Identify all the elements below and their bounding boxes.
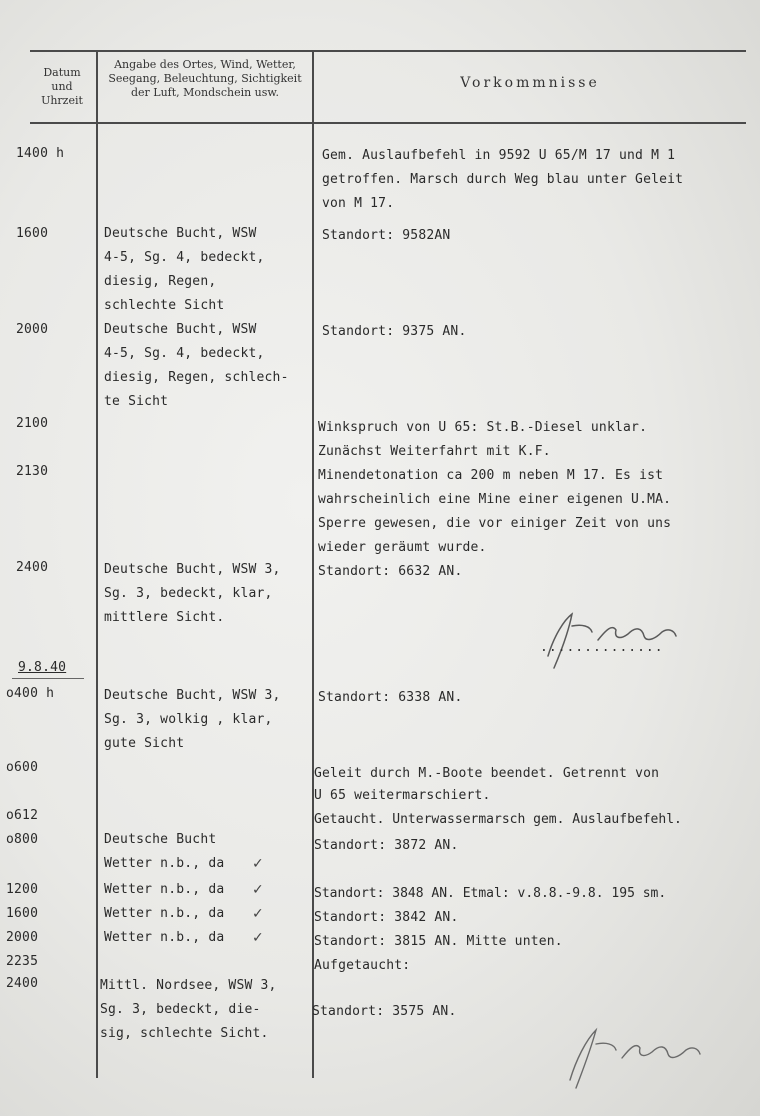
event-line: Standort: 3848 AN. Etmal: v.8.8.-9.8. 195 sm. bbox=[314, 886, 667, 901]
column-divider-1 bbox=[96, 52, 98, 1078]
row-time: 1600 bbox=[6, 906, 39, 921]
signature-dotted-line: .............. bbox=[540, 640, 664, 655]
place-line: Wetter n.b., da bbox=[104, 930, 225, 945]
event-line: wahrscheinlich eine Mine einer eigenen U.MA. bbox=[318, 492, 672, 507]
place-line: Mittl. Nordsee, WSW 3, bbox=[100, 978, 277, 993]
handwritten-signature-2 bbox=[540, 1010, 720, 1100]
event-line: Standort: 3575 AN. bbox=[312, 1004, 457, 1019]
place-line: te Sicht bbox=[104, 394, 169, 409]
event-line: Standort: 6338 AN. bbox=[318, 690, 463, 705]
event-line: Getaucht. Unterwassermarsch gem. Auslaufbefehl. bbox=[314, 812, 682, 827]
row-time: 1600 bbox=[16, 226, 49, 241]
place-line: Deutsche Bucht, WSW 3, bbox=[104, 562, 281, 577]
row-time: 2235 bbox=[6, 954, 39, 969]
place-line: diesig, Regen, schlech- bbox=[104, 370, 289, 385]
place-line: Sg. 3, wolkig , klar, bbox=[104, 712, 273, 727]
event-line: Standort: 6632 AN. bbox=[318, 564, 463, 579]
event-line: Standort: 3815 AN. Mitte unten. bbox=[314, 934, 563, 949]
event-line: Sperre gewesen, die vor einiger Zeit von uns bbox=[318, 516, 672, 531]
row-time: 2400 bbox=[16, 560, 49, 575]
event-line: Standort: 9582AN bbox=[322, 228, 451, 243]
place-line: Deutsche Bucht bbox=[104, 832, 217, 847]
place-line: Wetter n.b., da bbox=[104, 906, 225, 921]
row-time: 1400 h bbox=[16, 146, 65, 161]
row-time: o600 bbox=[6, 760, 39, 775]
place-line: Wetter n.b., da bbox=[104, 882, 225, 897]
row-time: 2100 bbox=[16, 416, 49, 431]
row-time: o612 bbox=[6, 808, 39, 823]
date-mark: 9.8.40 bbox=[18, 660, 67, 675]
date-underline bbox=[12, 678, 84, 679]
header-top-rule bbox=[30, 50, 746, 52]
event-line: von M 17. bbox=[322, 196, 395, 211]
row-time: 2400 bbox=[6, 976, 39, 991]
place-line: gute Sicht bbox=[104, 736, 185, 751]
event-line: Standort: 3872 AN. bbox=[314, 838, 459, 853]
place-line: mittlere Sicht. bbox=[104, 610, 225, 625]
event-line: Standort: 9375 AN. bbox=[322, 324, 467, 339]
event-line: Aufgetaucht: bbox=[314, 958, 411, 973]
event-line: wieder geräumt wurde. bbox=[318, 540, 487, 555]
place-line: Sg. 3, bedeckt, klar, bbox=[104, 586, 273, 601]
event-line: Geleit durch M.-Boote beendet. Getrennt von bbox=[314, 766, 660, 781]
place-line: schlechte Sicht bbox=[104, 298, 225, 313]
place-line: Deutsche Bucht, WSW bbox=[104, 226, 257, 241]
place-line: sig, schlechte Sicht. bbox=[100, 1026, 269, 1041]
event-line: U 65 weitermarschiert. bbox=[314, 788, 491, 803]
event-line: Standort: 3842 AN. bbox=[314, 910, 459, 925]
checkmark-icon: ✓ bbox=[252, 882, 264, 898]
header-events: Vorkommnisse bbox=[460, 75, 600, 91]
place-line: Deutsche Bucht, WSW 3, bbox=[104, 688, 281, 703]
row-time: 2130 bbox=[16, 464, 49, 479]
header-date-time: Datum und Uhrzeit bbox=[41, 66, 83, 107]
checkmark-icon: ✓ bbox=[252, 856, 264, 872]
checkmark-icon: ✓ bbox=[252, 930, 264, 946]
row-time: 2000 bbox=[16, 322, 49, 337]
row-time: o400 h bbox=[6, 686, 55, 701]
place-line: Deutsche Bucht, WSW bbox=[104, 322, 257, 337]
row-time: o800 bbox=[6, 832, 39, 847]
event-line: Minendetonation ca 200 m neben M 17. Es ist bbox=[318, 468, 664, 483]
place-line: 4-5, Sg. 4, bedeckt, bbox=[104, 346, 265, 361]
place-line: Sg. 3, bedeckt, die- bbox=[100, 1002, 261, 1017]
event-line: getroffen. Marsch durch Weg blau unter Geleit bbox=[322, 172, 684, 187]
header-bottom-rule bbox=[30, 122, 746, 124]
place-line: 4-5, Sg. 4, bedeckt, bbox=[104, 250, 265, 265]
event-line: Zunächst Weiterfahrt mit K.F. bbox=[318, 444, 551, 459]
event-line: Winkspruch von U 65: St.B.-Diesel unklar. bbox=[318, 420, 648, 435]
row-time: 2000 bbox=[6, 930, 39, 945]
place-line: diesig, Regen, bbox=[104, 274, 217, 289]
event-line: Gem. Auslaufbefehl in 9592 U 65/M 17 und M 1 bbox=[322, 148, 676, 163]
place-line: Wetter n.b., da bbox=[104, 856, 225, 871]
row-time: 1200 bbox=[6, 882, 39, 897]
header-place-weather: Angabe des Ortes, Wind, Wetter, Seegang, Beleuchtung, Sichtigkeit der Luft, Mondschein usw. bbox=[108, 58, 302, 99]
checkmark-icon: ✓ bbox=[252, 906, 264, 922]
